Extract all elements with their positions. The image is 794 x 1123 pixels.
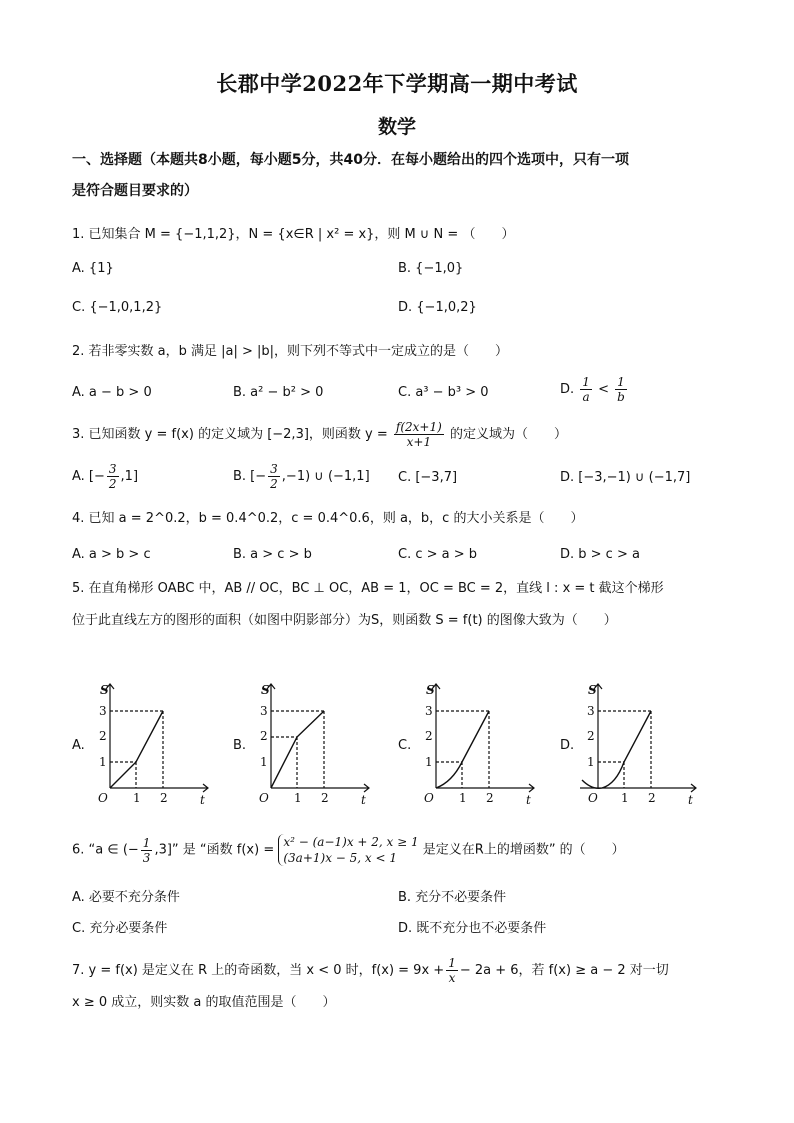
q4-option-b[interactable]: B. a > c > b <box>233 547 312 562</box>
q2-option-c[interactable]: C. a³ − b³ > 0 <box>398 385 489 400</box>
q5-option-a-label[interactable]: A. <box>72 738 85 753</box>
q4-option-d[interactable]: D. b > c > a <box>560 547 640 562</box>
q2-option-a[interactable]: A. a − b > 0 <box>72 385 152 400</box>
tick-y-3: 3 <box>99 704 107 718</box>
tick-y-2: 2 <box>587 729 595 743</box>
axis-s-label: S <box>100 683 109 697</box>
q3-a-fraction <box>107 462 119 491</box>
q6-stem-num: 1 <box>142 835 151 850</box>
origin-label: O <box>424 791 434 805</box>
q2-d-fraction-2 <box>615 375 627 404</box>
exam-subject: 数学 <box>377 116 416 138</box>
tick-y-2: 2 <box>425 729 433 743</box>
axis-t-label: t <box>688 793 693 807</box>
tick-x-2: 2 <box>648 791 656 805</box>
q3-b-den: 2 <box>270 477 278 491</box>
q3-option-a[interactable] <box>72 462 138 491</box>
q6-option-c[interactable]: C. 充分必要条件 <box>72 921 168 936</box>
q2-d-num1: 1 <box>582 375 590 389</box>
tick-x-1: 1 <box>621 791 629 805</box>
axis-t-label: t <box>526 793 531 807</box>
q6-stem-post: 是定义在R上的增函数” 的（ ） <box>422 842 625 858</box>
q5-stem-line2: 位于此直线左方的图形的面积（如图中阴影部分）为S，则函数 S = f(t) 的图像大致为（ ） <box>72 613 617 628</box>
q7-den: x <box>448 971 456 985</box>
q6-case1: x² − (a−1)x + 2, x ≥ 1 <box>283 835 419 849</box>
q3-b-pre: B. [− <box>233 469 267 484</box>
q6-stem-fraction <box>141 836 153 865</box>
q3-stem-pre: 3. 已知函数 y = f(x) 的定义域为 [−2,3]，则函数 y = <box>72 427 388 442</box>
origin-label: O <box>588 791 598 805</box>
q1-option-b[interactable]: B. {−1,0} <box>398 261 464 276</box>
q7-fraction <box>446 956 458 985</box>
q2-d-less-than: < <box>598 382 609 397</box>
q2-d-den2: b <box>617 390 625 404</box>
tick-y-2: 2 <box>99 729 107 743</box>
q3-stem-post: 的定义域为（ ） <box>449 427 567 442</box>
q6-piecewise <box>278 834 418 866</box>
q1-option-d[interactable]: D. {−1,0,2} <box>398 300 477 315</box>
axis-s-label: S <box>588 683 597 697</box>
tick-y-1: 1 <box>99 755 107 769</box>
q5-graph-a[interactable] <box>88 676 214 808</box>
q6-stem-den: 3 <box>142 850 151 865</box>
q2-stem: 2. 若非零实数 a，b 满足 |a| > |b|，则下列不等式中一定成立的是（ ） <box>72 344 509 359</box>
q3-a-post: ,1] <box>120 469 139 484</box>
tick-y-3: 3 <box>425 704 433 718</box>
tick-y-1: 1 <box>260 755 268 769</box>
q2-d-num2: 1 <box>615 375 627 390</box>
tick-y-1: 1 <box>425 755 433 769</box>
q5-option-c-label[interactable]: C. <box>398 738 412 753</box>
q3-b-fraction <box>268 462 280 491</box>
q4-option-a[interactable]: A. a > b > c <box>72 547 151 562</box>
tick-x-1: 1 <box>459 791 467 805</box>
q1-option-a[interactable]: A. {1} <box>72 261 114 276</box>
q7-line1-pre: 7. y = f(x) 是定义在 R 上的奇函数，当 x < 0 时，f(x) = 9x + <box>72 963 445 978</box>
q7-stem-line2: x ≥ 0 成立，则实数 a 的取值范围是（ ） <box>72 995 336 1010</box>
axis-t-label: t <box>361 793 366 807</box>
q3-option-c[interactable]: C. [−3,7] <box>398 470 458 485</box>
q6-stem-pre: 6. “a ∈ (− <box>72 842 139 858</box>
q1-stem: 1. 已知集合 M = {−1,1,2}，N = {x∈R | x² = x}，则 M ∪ N = （ ） <box>72 227 515 242</box>
q6-stem <box>72 834 732 866</box>
axis-s-label: S <box>261 683 270 697</box>
q7-stem-line1 <box>72 956 732 985</box>
q5-graph-d[interactable] <box>576 676 702 808</box>
origin-label: O <box>98 791 108 805</box>
tick-x-1: 1 <box>294 791 302 805</box>
q3-stem-num: f(2x+1) <box>395 420 442 434</box>
origin-label: O <box>259 791 269 805</box>
q5-option-d-label[interactable]: D. <box>560 738 575 753</box>
q3-stem-den: x+1 <box>406 435 432 449</box>
q3-b-num: 3 <box>270 462 278 476</box>
q6-option-b[interactable]: B. 充分不必要条件 <box>398 890 507 905</box>
q3-b-post: ,−1) ∪ (−1,1] <box>281 469 370 484</box>
q1-option-c[interactable]: C. {−1,0,1,2} <box>72 300 163 315</box>
q6-option-d[interactable]: D. 既不充分也不必要条件 <box>398 921 547 936</box>
q2-option-d[interactable] <box>560 375 629 404</box>
q3-option-b[interactable] <box>233 462 370 491</box>
tick-x-2: 2 <box>486 791 494 805</box>
q2-option-b[interactable]: B. a² − b² > 0 <box>233 385 324 400</box>
q4-stem: 4. 已知 a = 2^0.2，b = 0.4^0.2，c = 0.4^0.6，则 a，b，c 的大小关系是（ ） <box>72 511 584 526</box>
tick-x-2: 2 <box>160 791 168 805</box>
q6-stem-mid: ,3]” 是 “函数 f(x) = <box>154 842 275 858</box>
q7-num: 1 <box>448 956 456 970</box>
q3-option-d[interactable]: D. [−3,−1) ∪ (−1,7] <box>560 470 691 485</box>
q5-graph-b[interactable] <box>249 676 375 808</box>
tick-x-2: 2 <box>321 791 329 805</box>
tick-y-3: 3 <box>587 704 595 718</box>
tick-y-3: 3 <box>260 704 268 718</box>
q4-option-c[interactable]: C. c > a > b <box>398 547 478 562</box>
q2-d-fraction-1 <box>580 375 592 404</box>
tick-x-1: 1 <box>133 791 141 805</box>
q5-graph-c[interactable] <box>414 676 540 808</box>
exam-title: 长郡中学2022年下学期高一期中考试 <box>216 71 578 96</box>
q5-stem-line1: 5. 在直角梯形 OABC 中，AB // OC，BC ⊥ OC，AB = 1，OC = BC = 2，直线 l : x = t 截这个梯形 <box>72 581 664 596</box>
q7-line1-post: − 2a + 6，若 f(x) ≥ a − 2 对一切 <box>459 963 669 978</box>
q3-stem <box>72 420 732 449</box>
q5-option-b-label[interactable]: B. <box>233 738 247 753</box>
tick-y-2: 2 <box>260 729 268 743</box>
q3-a-pre: A. [− <box>72 469 105 484</box>
section-heading-line2: 是符合题目要求的） <box>72 183 198 199</box>
q2-d-den1: a <box>582 390 590 404</box>
section-heading-line1: 一、选择题（本题共8小题，每小题5分，共40分．在每小题给出的四个选项中，只有一项 <box>72 152 629 168</box>
q3-a-den: 2 <box>108 477 117 491</box>
q6-case2: (3a+1)x − 5, x < 1 <box>283 851 398 865</box>
q3-stem-fraction <box>394 420 444 449</box>
tick-y-1: 1 <box>587 755 595 769</box>
q2-option-d-label: D. <box>560 382 575 397</box>
q3-a-num: 3 <box>108 462 117 476</box>
axis-s-label: S <box>426 683 435 697</box>
q6-option-a[interactable]: A. 必要不充分条件 <box>72 890 180 905</box>
axis-t-label: t <box>200 793 205 807</box>
